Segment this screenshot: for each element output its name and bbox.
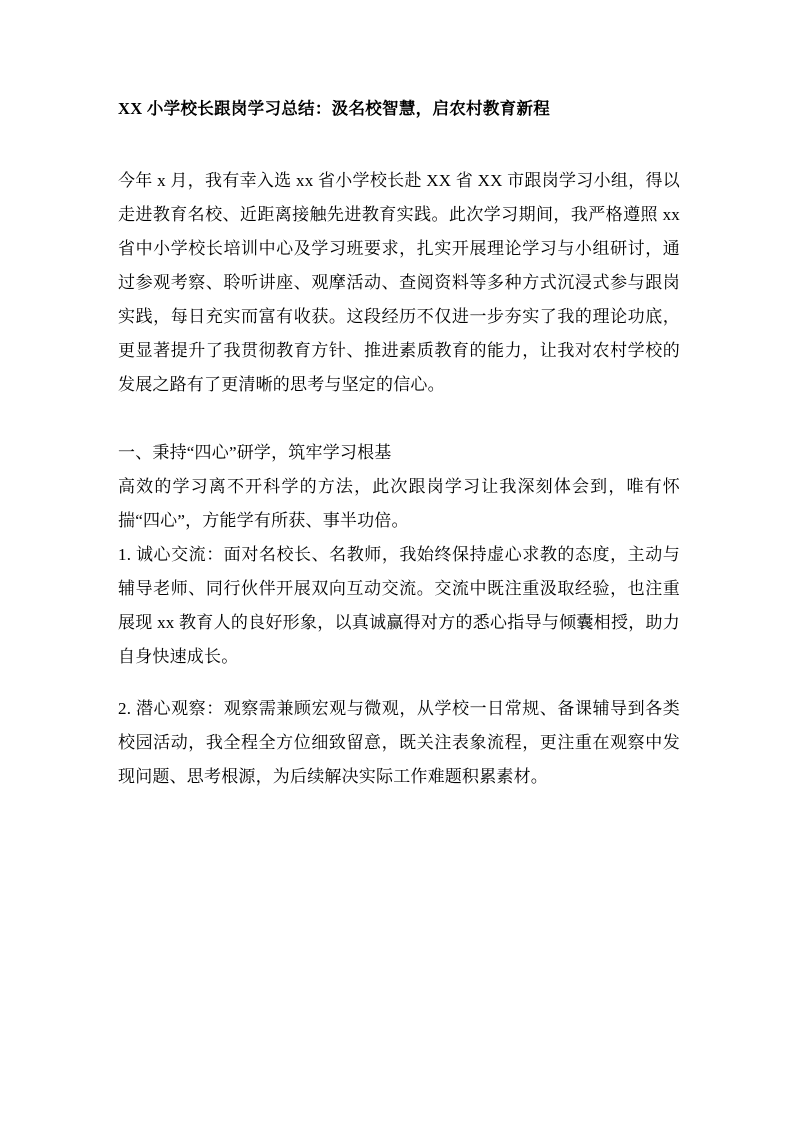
document-body <box>118 96 680 794</box>
page-title: XX 小学校长跟岗学习总结：汲名校智慧，启农村教育新程 <box>118 99 551 118</box>
spacer <box>118 402 680 436</box>
list-item: 2. 潜心观察：观察需兼顾宏观与微观，从学校一日常规、备课辅导到各类校园活动，我全程全方位细致留意，既关注表象流程，更注重在观察中发现问题、思考根源，为后续解决实际工作难题积累素材。 <box>118 699 680 787</box>
spacer <box>118 122 680 164</box>
intro-paragraph: 今年 x 月，我有幸入选 xx 省小学校长赴 XX 省 XX 市跟岗学习小组，得以走进教育名校、近距离接触先进教育实践。此次学习期间，我严格遵照 xx 省中小学校长培训中心及学习班要求，扎实开展理论学习与小组研讨，通过参观考察、聆听讲座、观摩活动、查阅资料等多种方式沉浸式参与跟岗实践，每日充实而富有收获。这段经历不仅进一步夯实了我的理论功底，更显著提升了我贯彻教育方针、推进素质教育的能力，让我对农村学校的发展之路有了更清晰的思考与坚定的信心。 <box>118 171 680 395</box>
list-item: 1. 诚心交流：面对名校长、名教师，我始终保持虚心求教的态度，主动与辅导老师、同行伙伴开展双向互动交流。交流中既注重汲取经验，也注重展现 xx 教育人的良好形象，以真诚赢得对方的悉心指导与倾囊相授，助力自身快速成长。 <box>118 545 680 667</box>
spacer <box>118 674 680 692</box>
section-intro-paragraph: 高效的学习离不开科学的方法，此次跟岗学习让我深刻体会到，唯有怀揣“四心”，方能学有所获、事半功倍。 <box>118 477 680 531</box>
section-heading-one: 一、秉持“四心”研学，筑牢学习根基 <box>118 443 392 463</box>
